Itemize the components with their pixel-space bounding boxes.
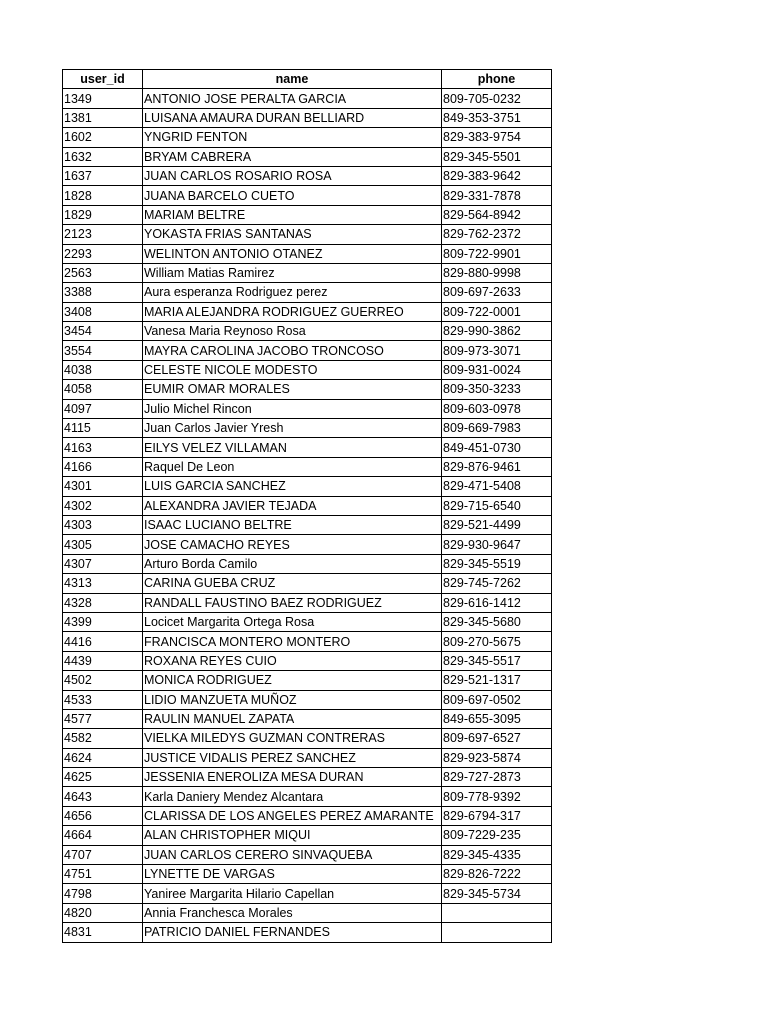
cell-user-id: 4439 [63,651,143,670]
table-row [63,768,552,787]
cell-phone: 809-603-0978 [442,399,552,418]
cell-user-id: 4399 [63,612,143,631]
cell-user-id: 4664 [63,826,143,845]
cell-phone: 809-778-9392 [442,787,552,806]
cell-phone: 829-6794-317 [442,806,552,825]
cell-phone: 829-715-6540 [442,496,552,515]
cell-name: MAYRA CAROLINA JACOBO TRONCOSO [143,341,442,360]
cell-name: Yaniree Margarita Hilario Capellan [143,884,442,903]
cell-phone: 809-722-0001 [442,302,552,321]
cell-name: JUANA BARCELO CUETO [143,186,442,205]
cell-name: CELESTE NICOLE MODESTO [143,360,442,379]
cell-name: JESSENIA ENEROLIZA MESA DURAN [143,768,442,787]
cell-name: Annia Franchesca Morales [143,903,442,922]
cell-name: LUISANA AMAURA DURAN BELLIARD [143,108,442,127]
table-row [63,302,552,321]
table-row [63,787,552,806]
cell-name: JUSTICE VIDALIS PEREZ SANCHEZ [143,748,442,767]
cell-phone: 809-697-0502 [442,690,552,709]
cell-name: ALEXANDRA JAVIER TEJADA [143,496,442,515]
cell-phone: 849-353-3751 [442,108,552,127]
cell-user-id: 4416 [63,632,143,651]
cell-user-id: 4625 [63,768,143,787]
cell-name: MARIA ALEJANDRA RODRIGUEZ GUERREO [143,302,442,321]
cell-phone: 809-669-7983 [442,419,552,438]
table-row [63,535,552,554]
table-row [63,283,552,302]
cell-user-id: 1632 [63,147,143,166]
header-name: name [143,70,442,89]
cell-user-id: 4097 [63,399,143,418]
cell-user-id: 4577 [63,709,143,728]
cell-user-id: 4656 [63,806,143,825]
cell-phone: 829-990-3862 [442,322,552,341]
table-row [63,903,552,922]
cell-name: YOKASTA FRIAS SANTANAS [143,225,442,244]
cell-user-id: 1602 [63,128,143,147]
header-user-id: user_id [63,70,143,89]
cell-phone [442,903,552,922]
table-row [63,341,552,360]
table-row [63,865,552,884]
table-row [63,923,552,942]
cell-user-id: 1828 [63,186,143,205]
cell-name: LUIS GARCIA SANCHEZ [143,477,442,496]
cell-phone: 809-722-9901 [442,244,552,263]
cell-user-id: 4751 [63,865,143,884]
cell-user-id: 4302 [63,496,143,515]
cell-name: Arturo Borda Camilo [143,554,442,573]
cell-name: EILYS VELEZ VILLAMAN [143,438,442,457]
cell-name: Karla Daniery Mendez Alcantara [143,787,442,806]
cell-phone: 829-383-9754 [442,128,552,147]
table-row [63,186,552,205]
header-phone: phone [442,70,552,89]
cell-name: PATRICIO DANIEL FERNANDES [143,923,442,942]
cell-user-id: 2563 [63,263,143,282]
cell-name: LYNETTE DE VARGAS [143,865,442,884]
cell-phone: 809-350-3233 [442,380,552,399]
cell-phone: 829-826-7222 [442,865,552,884]
cell-phone: 829-345-5501 [442,147,552,166]
cell-phone: 829-930-9647 [442,535,552,554]
table-row [63,225,552,244]
table-row [63,419,552,438]
cell-name: CLARISSA DE LOS ANGELES PEREZ AMARANTE [143,806,442,825]
cell-user-id: 3454 [63,322,143,341]
cell-name: CARINA GUEBA CRUZ [143,574,442,593]
cell-user-id: 2123 [63,225,143,244]
cell-user-id: 4115 [63,419,143,438]
cell-name: ANTONIO JOSE PERALTA GARCIA [143,89,442,108]
table-row [63,884,552,903]
cell-name: MARIAM BELTRE [143,205,442,224]
table-row [63,515,552,534]
table-row [63,554,552,573]
table-row [63,612,552,631]
cell-name: LIDIO MANZUETA MUÑOZ [143,690,442,709]
cell-name: JUAN CARLOS CERERO SINVAQUEBA [143,845,442,864]
table-row [63,457,552,476]
cell-phone: 829-345-5680 [442,612,552,631]
cell-phone: 829-923-5874 [442,748,552,767]
table-row [63,166,552,185]
cell-user-id: 4582 [63,729,143,748]
cell-phone: 829-471-5408 [442,477,552,496]
cell-phone: 829-727-2873 [442,768,552,787]
cell-name: JOSE CAMACHO REYES [143,535,442,554]
table-row [63,748,552,767]
cell-user-id: 4643 [63,787,143,806]
table-row [63,632,552,651]
table-row [63,380,552,399]
cell-phone: 849-655-3095 [442,709,552,728]
cell-user-id: 4798 [63,884,143,903]
cell-name: EUMIR OMAR MORALES [143,380,442,399]
table-row [63,845,552,864]
cell-name: Raquel De Leon [143,457,442,476]
cell-user-id: 2293 [63,244,143,263]
cell-phone: 809-931-0024 [442,360,552,379]
table-row [63,826,552,845]
table-row [63,574,552,593]
table-row [63,690,552,709]
cell-name: FRANCISCA MONTERO MONTERO [143,632,442,651]
cell-name: WELINTON ANTONIO OTANEZ [143,244,442,263]
cell-user-id: 3408 [63,302,143,321]
table-row [63,593,552,612]
cell-name: BRYAM CABRERA [143,147,442,166]
table-row [63,128,552,147]
cell-name: Juan Carlos Javier Yresh [143,419,442,438]
cell-phone: 849-451-0730 [442,438,552,457]
cell-name: JUAN CARLOS ROSARIO ROSA [143,166,442,185]
cell-phone: 809-270-5675 [442,632,552,651]
cell-user-id: 4307 [63,554,143,573]
cell-name: YNGRID FENTON [143,128,442,147]
cell-phone: 809-973-3071 [442,341,552,360]
cell-user-id: 4707 [63,845,143,864]
cell-user-id: 4058 [63,380,143,399]
cell-user-id: 4313 [63,574,143,593]
table-row [63,322,552,341]
cell-user-id: 1637 [63,166,143,185]
cell-phone: 829-745-7262 [442,574,552,593]
table-body [63,89,552,942]
cell-phone [442,923,552,942]
cell-phone: 829-345-5734 [442,884,552,903]
table-row [63,399,552,418]
cell-name: MONICA RODRIGUEZ [143,671,442,690]
cell-user-id: 4305 [63,535,143,554]
cell-name: ALAN CHRISTOPHER MIQUI [143,826,442,845]
cell-user-id: 4624 [63,748,143,767]
cell-phone: 829-876-9461 [442,457,552,476]
cell-user-id: 3388 [63,283,143,302]
cell-phone: 809-697-2633 [442,283,552,302]
cell-name: William Matias Ramirez [143,263,442,282]
table-row [63,729,552,748]
cell-user-id: 4301 [63,477,143,496]
cell-phone: 829-521-1317 [442,671,552,690]
cell-user-id: 3554 [63,341,143,360]
cell-phone: 829-345-5517 [442,651,552,670]
table-row [63,806,552,825]
table-row [63,709,552,728]
table-row [63,108,552,127]
cell-phone: 829-383-9642 [442,166,552,185]
cell-user-id: 1381 [63,108,143,127]
cell-name: VIELKA MILEDYS GUZMAN CONTRERAS [143,729,442,748]
cell-phone: 829-331-7878 [442,186,552,205]
table-row [63,477,552,496]
cell-user-id: 4166 [63,457,143,476]
cell-user-id: 4831 [63,923,143,942]
table-row [63,263,552,282]
cell-phone: 829-345-4335 [442,845,552,864]
cell-phone: 809-697-6527 [442,729,552,748]
cell-name: Locicet Margarita Ortega Rosa [143,612,442,631]
table-row [63,244,552,263]
cell-user-id: 1349 [63,89,143,108]
table-row [63,147,552,166]
cell-phone: 829-616-1412 [442,593,552,612]
cell-user-id: 4820 [63,903,143,922]
table-row [63,651,552,670]
table-row [63,496,552,515]
cell-user-id: 4502 [63,671,143,690]
cell-phone: 829-521-4499 [442,515,552,534]
cell-name: Vanesa Maria Reynoso Rosa [143,322,442,341]
table-row [63,671,552,690]
table-row [63,89,552,108]
cell-phone: 829-762-2372 [442,225,552,244]
table-row [63,205,552,224]
header-row [63,70,552,89]
table-row [63,360,552,379]
cell-phone: 829-880-9998 [442,263,552,282]
cell-user-id: 4303 [63,515,143,534]
cell-name: ISAAC LUCIANO BELTRE [143,515,442,534]
cell-phone: 829-345-5519 [442,554,552,573]
user-table [62,69,552,943]
cell-phone: 829-564-8942 [442,205,552,224]
table-row [63,438,552,457]
cell-phone: 809-7229-235 [442,826,552,845]
cell-name: Julio Michel Rincon [143,399,442,418]
cell-user-id: 4038 [63,360,143,379]
cell-user-id: 4163 [63,438,143,457]
cell-name: RAULIN MANUEL ZAPATA [143,709,442,728]
cell-phone: 809-705-0232 [442,89,552,108]
cell-name: ROXANA REYES CUIO [143,651,442,670]
cell-user-id: 4328 [63,593,143,612]
cell-user-id: 1829 [63,205,143,224]
cell-name: Aura esperanza Rodriguez perez [143,283,442,302]
cell-name: RANDALL FAUSTINO BAEZ RODRIGUEZ [143,593,442,612]
cell-user-id: 4533 [63,690,143,709]
